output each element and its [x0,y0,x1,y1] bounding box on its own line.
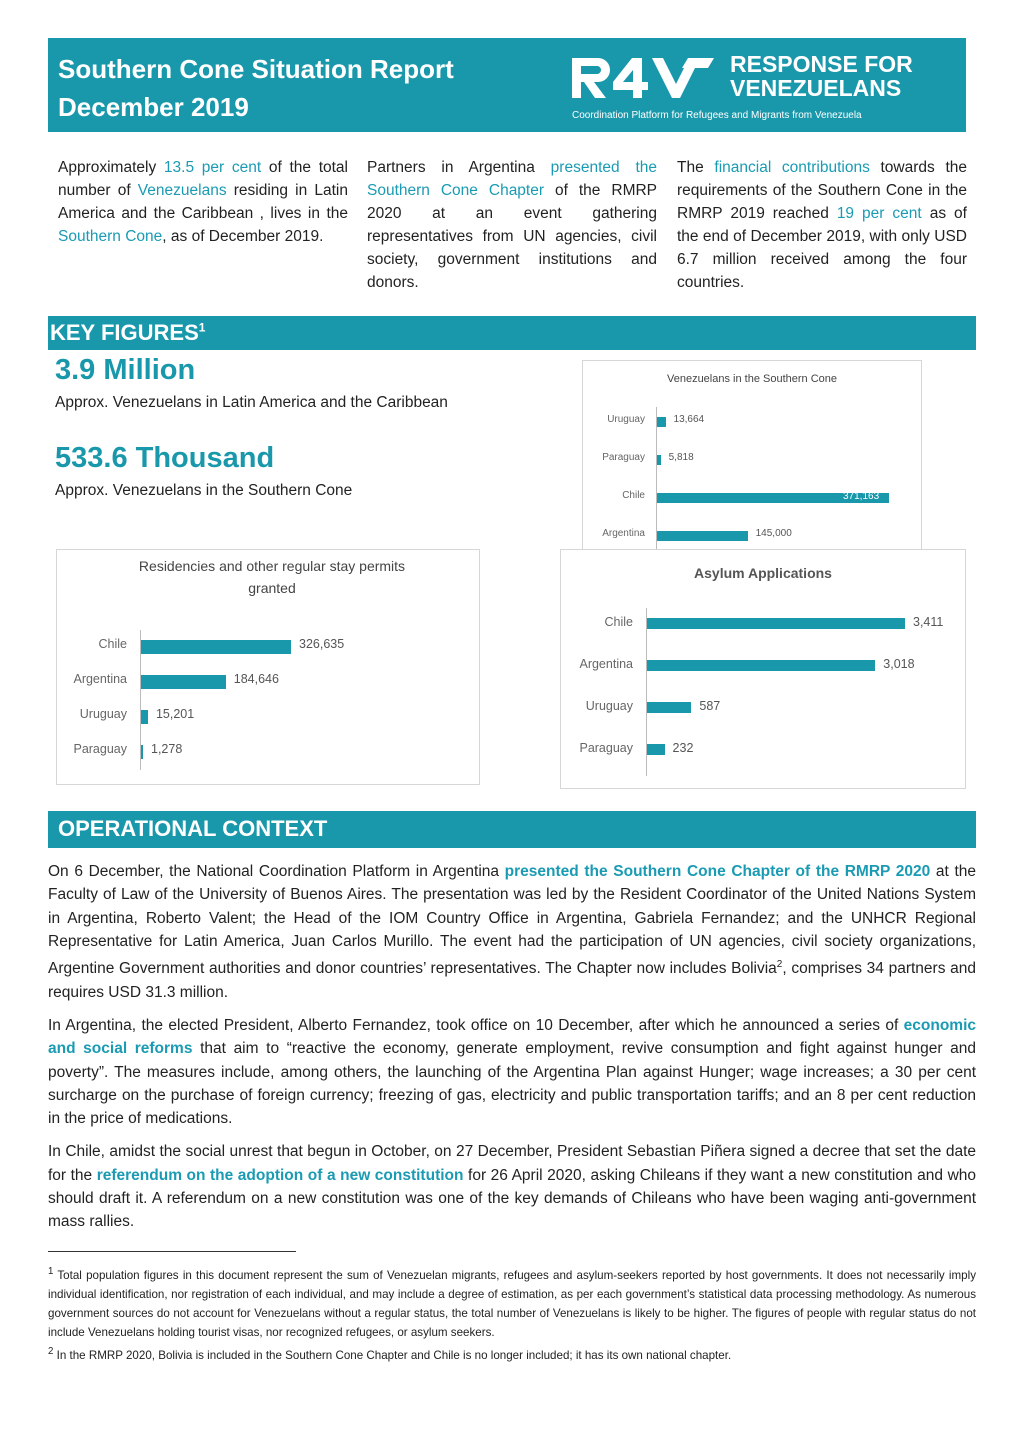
text: , as of December 2019. [162,228,324,245]
paragraph-argentina-event [48,860,976,1004]
category-label: Chile [622,490,645,501]
footnote-1 [48,1262,976,1342]
category-label: Uruguay [79,707,127,721]
bar [657,417,666,427]
text: The [677,159,715,176]
text: as of the end of December 2019, with only USD 6.7 million received among the four countries. [677,205,967,291]
footnote-ref-1[interactable]: 1 [198,320,206,335]
text: towards the requirements of the Southern Cone in the RMRP 2019 reached [677,159,968,222]
link-southern-cone[interactable]: Southern Cone [58,228,163,245]
bar [657,455,661,465]
operational-context-heading-bar [48,811,976,848]
report-title-line2: December 2019 [58,92,249,122]
intro-col-1 [58,156,348,248]
link-presented-southern-cone-chapter[interactable]: presented the Southern Cone Chapter of the RMRP 2020 [504,863,931,880]
operational-context-body [48,860,976,1244]
data-label: 184,646 [233,672,279,686]
data-label: 15,201 [155,707,195,721]
report-title-line1: Southern Cone Situation Report [58,54,454,84]
category-label: Argentina [73,672,127,686]
bar [647,744,665,755]
key-figures-heading-bar [48,316,976,350]
text: for 26 April 2020, asking Chileans if they want a new constitution and who should draft it. A referendum on a new constitution was one of the key demands of Chileans who have been waging anti-government mass rallies. [48,1166,976,1231]
category-label: Paraguay [73,742,127,756]
data-label: 3,018 [883,657,915,671]
link-financial-contributions[interactable]: financial contributions [714,159,870,176]
footnote-ref-2[interactable]: 2 [776,959,783,971]
link-venezuelans[interactable]: Venezuelans [137,182,227,199]
category-label: Uruguay [607,414,645,425]
key-figures-heading [50,320,205,346]
report-header [48,38,966,132]
data-label: 3,411 [913,615,944,629]
bar [647,702,691,713]
bar [141,640,291,654]
figure-latam-value: 3.9 Million [55,354,196,386]
text: of the total number of [58,159,348,199]
footnote-mark: 1 [48,1266,54,1277]
data-label: 587 [699,699,721,713]
category-label: Uruguay [585,699,633,713]
link-13-5-per-cent[interactable]: 13.5 per cent [163,159,262,176]
data-label: 232 [672,741,694,755]
text: residing in Latin America and the Caribbean , lives in the [58,182,348,222]
chart-title: Venezuelans in the Southern Cone [666,373,838,385]
category-label: Chile [98,637,127,651]
category-label: Chile [604,615,633,629]
bar [141,675,226,689]
footnote-text: Total population figures in this document represent the sum of Venezuelan migrants, refugees and asylum-seekers reported by host governments. It does not necessarily imply individual identification, nor registration of each individual, and may include a degree of estimation, as per each government’s statistical data processing methodology. As numerous government sources do not account for Venezuelans without a regular status, the total number of Venezuelans is likely to be higher. The figures of people with regular status do not include Venezuelans holding tourist visas, nor recognized refugees, or asylum seekers. [48,1268,976,1339]
bar [647,618,905,629]
intro-col-3 [677,156,967,294]
text: that aim to “reactive the economy, generate employment, revive consumption and fight against hunger and poverty”. The measures include, among others, the launching of the Argentina Plan against Hunger; wage increases; a 30 per cent surcharge on the purchase of foreign currency; freezing of gas, electricity and public transportation tariffs; and an 8 per cent reduction in the price of medications. [48,1040,976,1128]
text: Partners in Argentina [367,159,551,176]
chart-asylum-applications [560,549,966,789]
footnote-divider [48,1251,296,1252]
chart-residencies-permits [56,549,480,785]
bar [657,531,748,541]
data-label: 1,278 [151,742,183,756]
text: In Chile, amidst the social unrest that begun in October, on 27 December, President Sebastian Piñera signed a decree that set the date for the [48,1143,976,1184]
category-label: Paraguay [579,741,633,755]
footnotes [48,1262,976,1365]
data-label: 326,635 [299,637,345,651]
data-label: 371,163 [843,491,880,502]
text: , comprises 34 partners and requires USD 31.3 million. [48,960,977,1001]
bar [647,660,875,671]
text: Approximately [58,159,164,176]
link-19-per-cent[interactable]: 19 per cent [836,205,922,222]
category-label: Paraguay [602,452,645,463]
chart-title: Asylum Applications [694,565,832,581]
logo-text-line2: VENEZUELANS [730,75,902,101]
paragraph-chile-referendum [48,1140,976,1233]
link-presented-chapter[interactable]: presented the Southern Cone Chapter [367,159,658,199]
operational-context-heading: OPERATIONAL CONTEXT [58,816,328,841]
chart-venezuelans-southern-cone [582,360,922,549]
category-label: Argentina [602,528,645,539]
data-label: 13,664 [673,414,705,425]
data-label: 145,000 [755,528,792,539]
footnote-mark: 2 [48,1345,54,1357]
intro-col-2 [367,156,657,294]
logo-wordmark [730,52,913,100]
report-title [58,50,454,126]
link-referendum-new-constitution[interactable]: referendum on the adoption of a new constitution [96,1166,464,1184]
link-economic-social-reforms[interactable]: economic and social reforms [48,1016,976,1058]
text: of the RMRP 2020 at an event gathering representatives from UN agencies, civil society, government institutions and donors. [367,182,658,291]
data-label: 5,818 [668,452,694,463]
chart-title: Residencies and other regular stay permits granted [138,558,406,596]
figure-latam-label: Approx. Venezuelans in Latin America and the Caribbean [55,394,448,411]
text: In Argentina, the elected President, Alberto Fernandez, took office on 10 December, after which he announced a series of [48,1016,904,1034]
paragraph-argentina-reforms [48,1014,976,1130]
key-figures-heading-text: KEY FIGURES [50,320,199,345]
text: On 6 December, the National Coordination Platform in Argentina [48,863,505,880]
footnote-text: In the RMRP 2020, Bolivia is included in the Southern Cone Chapter and Chile is no longer included; it has its own national chapter. [53,1348,732,1362]
category-label: Argentina [579,657,633,671]
figure-southern-cone-label: Approx. Venezuelans in the Southern Cone [55,482,353,499]
logo-subtitle: Coordination Platform for Refugees and Migrants from Venezuela [572,110,862,121]
bar [141,710,148,724]
text: at the Faculty of Law of the University of Buenos Aires. The presentation was led by the Resident Coordinator of the United Nations System in Argentina, Roberto Valent; the Head of the IOM Country Office in Argentina, Gabriela Fernandez; and the UNHCR Regional Representative for Latin America, Juan Carlos Murillo. The event had the participation of UN agencies, civil society organizations, Argentine Government authorities and donor countries’ representatives. The Chapter now includes Bolivia [48,863,976,978]
logo-text-line1: RESPONSE FOR [730,51,913,77]
r4v-logo-mark [570,54,716,102]
footnote-2 [48,1342,976,1365]
figure-southern-cone-value: 533.6 Thousand [55,442,275,474]
bar [141,745,143,759]
